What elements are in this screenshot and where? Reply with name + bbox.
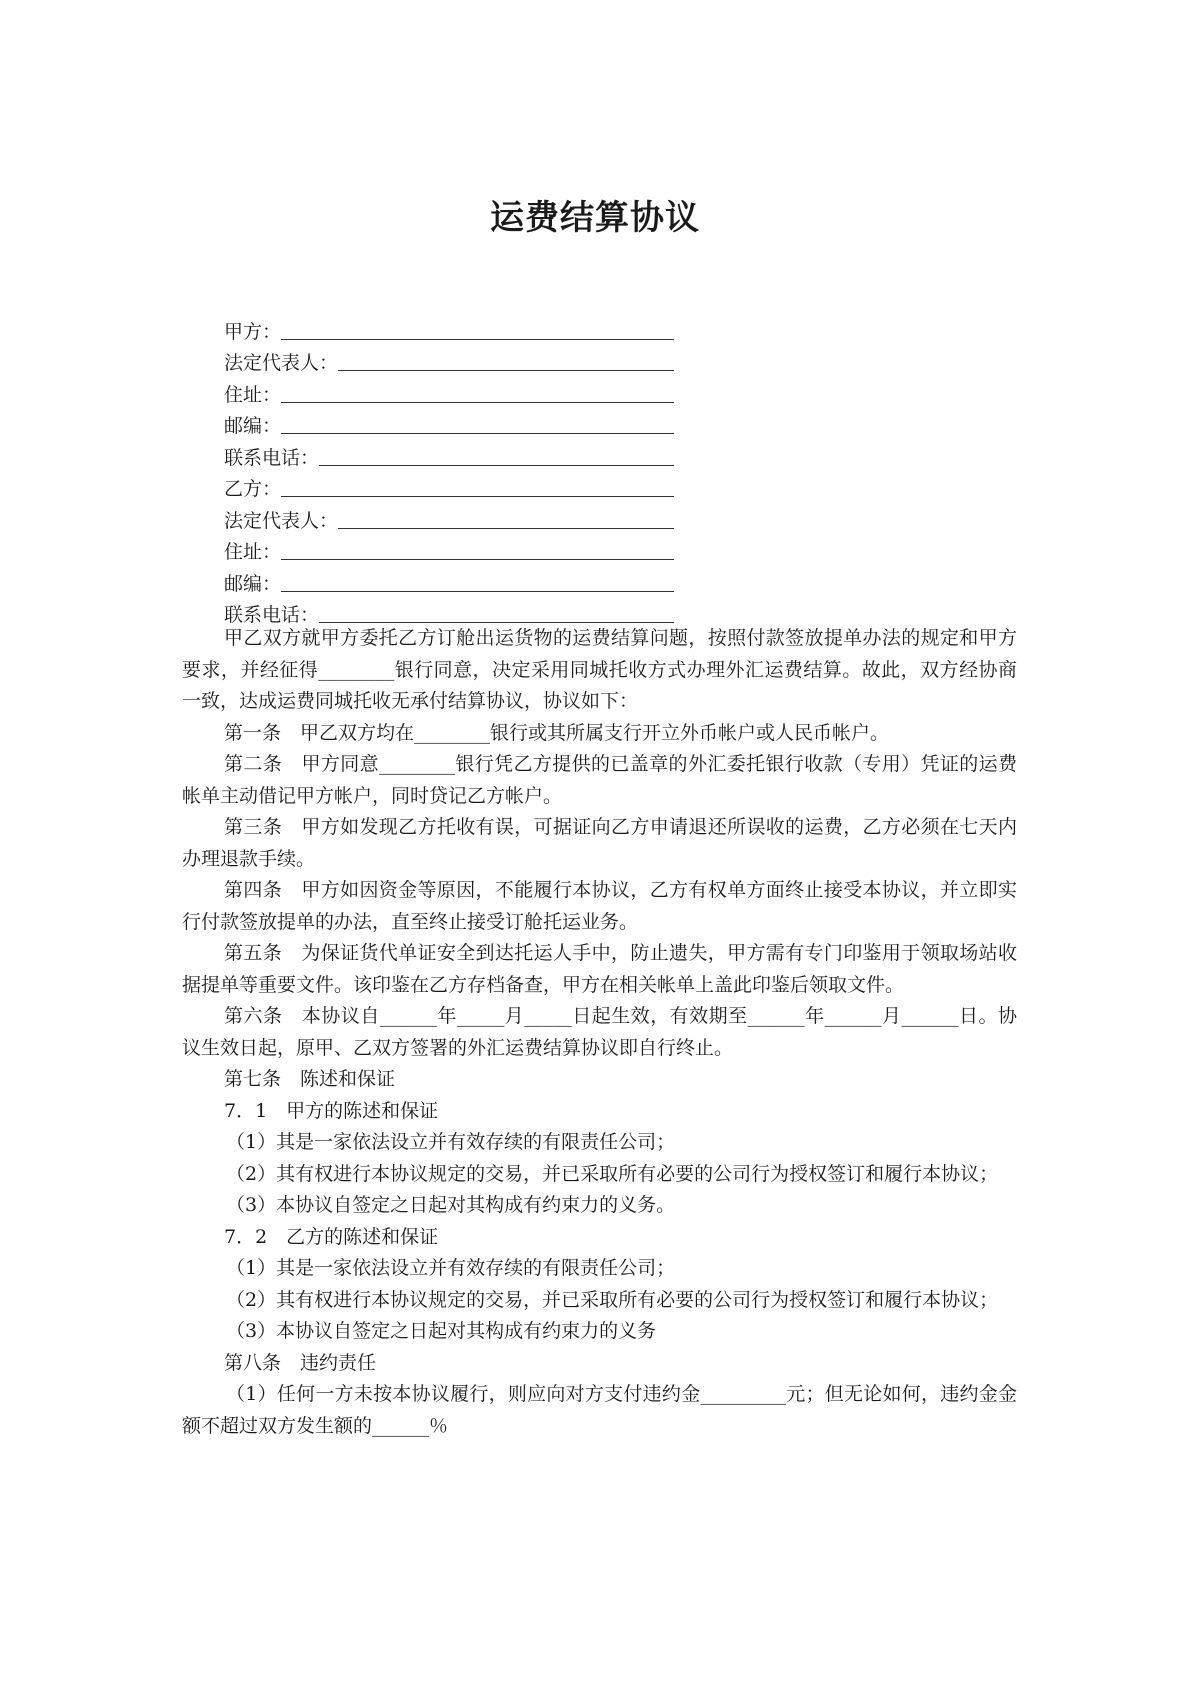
- blank-line: [281, 321, 674, 340]
- agreement-body: [182, 623, 1017, 1442]
- field-party-a-address: [224, 375, 674, 407]
- blank-line: [281, 478, 674, 497]
- article-1: 第一条 甲乙双方均在________银行或其所属支行开立外币帐户或人民币帐户。: [224, 721, 890, 744]
- field-party-a-legal-rep: [224, 344, 674, 376]
- field-party-b: [224, 470, 674, 502]
- field-party-b-legal-rep: [224, 501, 674, 533]
- clause-item: （3）本协议自签定之日起对其构成有约束力的义务。: [226, 1194, 676, 1216]
- field-party-a-phone: [224, 438, 674, 470]
- document-title: 运费结算协议: [490, 198, 700, 238]
- blank-line: [281, 573, 674, 592]
- preamble-paragraph: 甲乙双方就甲方委托乙方订舱出运货物的运费结算问题，按照付款签放提单办法的规定和甲方要求，并经征得________银行同意，决定采用同城托收方式办理外汇运费结算。故此，双方经协商一致，达成运费同城托收无承付结算协议，协议如下：: [182, 627, 1017, 712]
- blank-line: [319, 447, 674, 466]
- article-5: 第五条 为保证货代单证安全到达托运人手中，防止遗失，甲方需有专门印鉴用于领取场站收据提单等重要文件。该印鉴在乙方存档备查，甲方在相关帐单上盖此印鉴后领取文件。: [182, 942, 1017, 996]
- field-label: 联系电话：: [224, 604, 320, 626]
- article-2: 第二条 甲方同意________银行凭乙方提供的已盖章的外汇委托银行收款（专用）凭证的运费帐单主动借记甲方帐户，同时贷记乙方帐户。: [182, 753, 1017, 807]
- section-7-2-heading: 7．2 乙方的陈述和保证: [224, 1225, 439, 1248]
- field-label: 乙方：: [224, 478, 282, 500]
- blank-line: [319, 604, 674, 623]
- field-label: 法定代表人：: [224, 509, 339, 532]
- clause-item: （2）其有权进行本协议规定的交易，并已采取所有必要的公司行为授权签订和履行本协议；: [226, 1288, 999, 1311]
- field-party-b-address: [224, 533, 674, 565]
- clause-item: （3）本协议自签定之日起对其构成有约束力的义务: [226, 1320, 657, 1342]
- article-6: 第六条 本协议自______年_____月_____日起生效，有效期至______年______月______日。协议生效日起，原甲、乙双方签署的外汇运费结算协议即自行终止。: [182, 1005, 1017, 1059]
- party-info-block: [224, 312, 674, 627]
- clause-item: （1）其是一家依法设立并有效存续的有限责任公司；: [226, 1131, 676, 1153]
- field-label: 甲方：: [224, 320, 282, 343]
- article-7-heading: 第七条 陈述和保证: [224, 1068, 396, 1090]
- field-label: 住址：: [224, 383, 282, 406]
- clause-item: （1）任何一方未按本协议履行，则应向对方支付违约金_________元；但无论如何，违约金金额不超过双方发生额的______％: [182, 1383, 1017, 1437]
- blank-line: [281, 384, 674, 403]
- article-4: 第四条 甲方如因资金等原因，不能履行本协议，乙方有权单方面终止接受本协议，并立即实行付款签放提单的办法，直至终止接受订舱托运业务。: [182, 879, 1017, 933]
- article-3: 第三条 甲方如发现乙方托收有误，可据证向乙方申请退还所误收的运费，乙方必须在七天内办理退款手续。: [182, 816, 1017, 870]
- article-8-heading: 第八条 违约责任: [224, 1351, 377, 1374]
- section-7-1-heading: 7．1 甲方的陈述和保证: [224, 1099, 439, 1122]
- blank-line: [338, 510, 674, 529]
- blank-line: [338, 352, 674, 371]
- field-label: 邮编：: [224, 415, 282, 437]
- field-label: 住址：: [224, 541, 282, 563]
- clause-item: （1）其是一家依法设立并有效存续的有限责任公司；: [226, 1257, 676, 1279]
- field-label: 联系电话：: [224, 446, 320, 469]
- blank-line: [281, 541, 674, 560]
- field-label: 邮编：: [224, 572, 282, 595]
- field-party-a-postcode: [224, 407, 674, 439]
- blank-line: [281, 415, 674, 434]
- field-party-b-postcode: [224, 564, 674, 596]
- field-label: 法定代表人：: [224, 352, 339, 374]
- clause-item: （2）其有权进行本协议规定的交易，并已采取所有必要的公司行为授权签订和履行本协议；: [226, 1162, 999, 1185]
- field-party-a: [224, 312, 674, 344]
